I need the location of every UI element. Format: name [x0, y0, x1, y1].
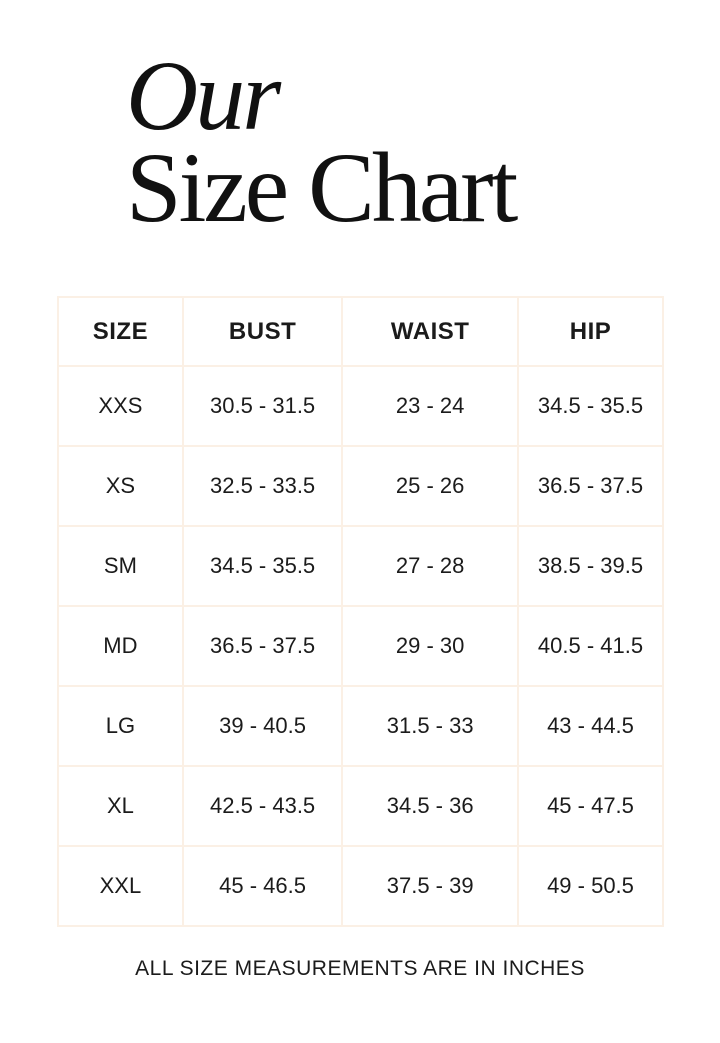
- cell-bust: 32.5 - 33.5: [183, 446, 342, 526]
- cell-waist: 25 - 26: [342, 446, 519, 526]
- table-row: [58, 846, 663, 926]
- cell-size: XXS: [58, 366, 184, 446]
- cell-waist: 29 - 30: [342, 606, 519, 686]
- cell-size: XL: [58, 766, 184, 846]
- cell-bust: 30.5 - 31.5: [183, 366, 342, 446]
- cell-hip: 49 - 50.5: [518, 846, 662, 926]
- cell-hip: 38.5 - 39.5: [518, 526, 662, 606]
- cell-waist: 23 - 24: [342, 366, 519, 446]
- table-row: [58, 446, 663, 526]
- cell-waist: 31.5 - 33: [342, 686, 519, 766]
- cell-waist: 34.5 - 36: [342, 766, 519, 846]
- cell-size: LG: [58, 686, 184, 766]
- table-row: [58, 606, 663, 686]
- cell-hip: 45 - 47.5: [518, 766, 662, 846]
- header-cell-size: SIZE: [58, 297, 184, 366]
- table-row: [58, 686, 663, 766]
- header-cell-bust: BUST: [183, 297, 342, 366]
- table-row: [58, 366, 663, 446]
- cell-size: XXL: [58, 846, 184, 926]
- table-header-row: [58, 297, 663, 366]
- cell-hip: 40.5 - 41.5: [518, 606, 662, 686]
- page-title-line-our: Our: [126, 40, 279, 151]
- page-title-line-size-chart: Size Chart: [126, 132, 516, 243]
- cell-bust: 34.5 - 35.5: [183, 526, 342, 606]
- cell-bust: 42.5 - 43.5: [183, 766, 342, 846]
- cell-size: XS: [58, 446, 184, 526]
- header-cell-hip: HIP: [518, 297, 662, 366]
- cell-size: SM: [58, 526, 184, 606]
- cell-bust: 39 - 40.5: [183, 686, 342, 766]
- cell-hip: 34.5 - 35.5: [518, 366, 662, 446]
- cell-waist: 37.5 - 39: [342, 846, 519, 926]
- page-title: [126, 40, 720, 243]
- cell-bust: 45 - 46.5: [183, 846, 342, 926]
- size-chart-table-wrapper: [0, 296, 720, 927]
- measurement-unit-note: ALL SIZE MEASUREMENTS ARE IN INCHES: [135, 957, 585, 980]
- header-cell-waist: WAIST: [342, 297, 519, 366]
- cell-size: MD: [58, 606, 184, 686]
- cell-waist: 27 - 28: [342, 526, 519, 606]
- cell-hip: 36.5 - 37.5: [518, 446, 662, 526]
- cell-bust: 36.5 - 37.5: [183, 606, 342, 686]
- table-row: [58, 766, 663, 846]
- size-chart-table: [57, 296, 664, 927]
- table-row: [58, 526, 663, 606]
- cell-hip: 43 - 44.5: [518, 686, 662, 766]
